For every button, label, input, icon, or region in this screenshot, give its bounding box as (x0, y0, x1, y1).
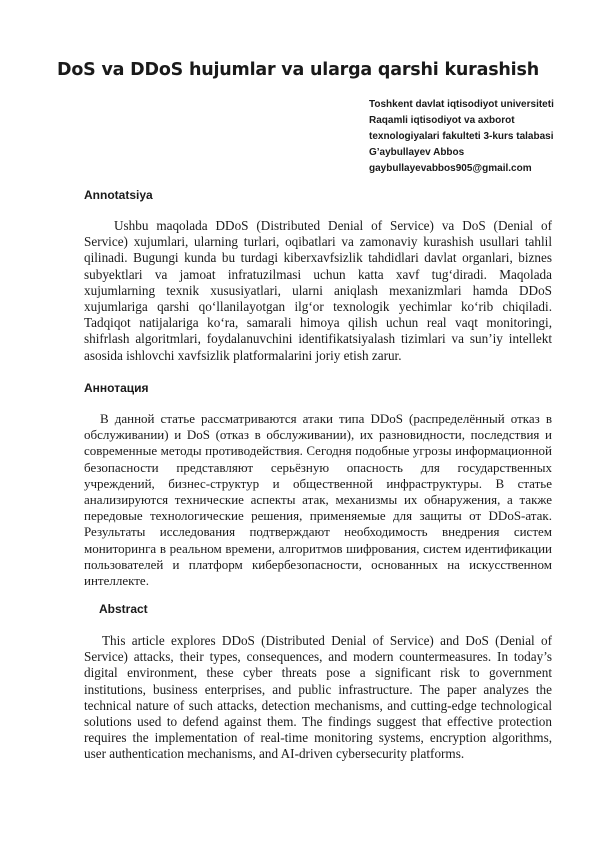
author-email: gaybullayevabbos905@gmail.com (369, 163, 532, 174)
uz-abstract-heading: Annotatsiya (84, 188, 153, 202)
ru-abstract-text: В данной статье рассматриваются атаки типа DDoS (распределённый отказ в обслуживании) и DoS (отказ в обслуживании), их разновидности, последствия и современные методы противодействия. Сегодня подобные угрозы информационной безопасности представляют серьёзную опасность для государственных учреждений, бизнес-структур и общественной инфраструктуры. В статье анализируются технические аспекты атак, механизмы их обнаружения, а также передовые технологические решения, применяемые для защиты от DDoS-атак. Результаты исследования подтверждают необходимость внедрения систем мониторинга в реальном времени, алгоритмов шифрования, систем идентификации пользователей и платформ кибербезопасности, основанных на искусственном интеллекте. (84, 411, 552, 589)
ru-abstract-heading: Аннотация (84, 381, 149, 395)
uz-abstract-text: Ushbu maqolada DDoS (Distributed Denial of Service) va DoS (Denial of Service) xujumlari, ularning turlari, oqibatlari va zamonaviy kurashish usullari tahlil qilinadi. Bugungi kunda bu turdagi kiberxavfsizlik tahdidlari davlat organlari, biznes subyektlari va jamoat infratuzilmasi uchun katta xavf tug‘diradi. Maqolada xujumlarning texnik xususiyatlari, ularni aniqlash mexanizmlari hamda DDoS xujumlariga qarshi qo‘llanilayotgan ilg‘or texnologik yechimlar ko‘rib chiqiladi. Tadqiqot natijalariga ko‘ra, samarali himoya qilish uchun real vaqt monitoringi, shifrlash algoritmlari, foydalanuvchini identifikatsiyalash tizimlari va sun’iy intellekt asosida ishlovchi xavfsizlik platformalarini joriy etish zarur. (84, 218, 552, 363)
en-abstract-text: This article explores DDoS (Distributed Denial of Service) and DoS (Denial of Service) attacks, their types, consequences, and modern countermeasures. In today’s digital environment, these cyber threats pose a significant risk to government institutions, business enterprises, and public infrastructure. The paper analyzes the technical nature of such attacks, detection mechanisms, and cutting-edge technological solutions used to defend against them. The findings suggest that effective protection requires the implementation of real-time monitoring systems, encryption algorithms, user authentication mechanisms, and AI-driven cybersecurity platforms. (84, 633, 552, 762)
faculty-line-2: texnologiyalari fakulteti 3-kurs talabasi (369, 131, 554, 142)
author-affiliation (369, 97, 589, 177)
paper-title: DoS va DDoS hujumlar va ularga qarshi kurashish (57, 60, 539, 80)
en-abstract-heading: Abstract (99, 602, 148, 616)
author-name: G’aybullayev Abbos (369, 147, 465, 158)
faculty-line-1: Raqamli iqtisodiyot va axborot (369, 115, 515, 126)
university-line: Toshkent davlat iqtisodiyot universiteti (369, 99, 554, 110)
